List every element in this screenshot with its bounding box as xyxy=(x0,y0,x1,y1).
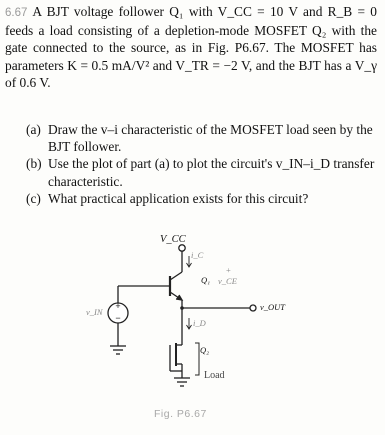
vout-label: v_OUT xyxy=(260,302,286,312)
figure-caption: Fig. P6.67 xyxy=(154,408,207,420)
part-text: What practical application exists for this circuit? xyxy=(48,190,309,206)
load-label: Load xyxy=(204,370,225,381)
part-label: (b) xyxy=(26,156,42,172)
q2-label: Q₂ xyxy=(200,345,210,355)
part-text: Draw the v–i characteristic of the MOSFET load seen by the BJT follower. xyxy=(48,122,373,155)
problem-number: 6.67 xyxy=(5,7,28,19)
vout-terminal xyxy=(250,305,256,311)
vin-label: v_IN xyxy=(86,307,103,317)
vce-plus-label: + xyxy=(226,265,231,275)
ic-label: i_C xyxy=(191,250,204,260)
problem-text: A BJT voltage follower Q₁ with V_CC = 10 V and R_B = 0 feeds a load consisting of a depletion-mode MOSFET Q₂ with the gate connected to the source, as in Fig. P6.67. The MOSFET has parameters K = 0.5 mA/V² and V_TR = −2 V, and the BJT has a V_γ of 0.6 V. xyxy=(5,4,377,90)
vcc-terminal xyxy=(179,245,185,251)
svg-text:−: − xyxy=(115,313,121,323)
part-text: Use the plot of part (a) to plot the circuit's v_IN–i_D transfer characteristic. xyxy=(48,156,375,189)
part-label: (a) xyxy=(26,122,41,137)
part-label: (c) xyxy=(26,190,41,206)
q1-label: Q₁ xyxy=(201,275,211,285)
vcc-label: V_CC xyxy=(160,234,186,245)
id-label: i_D xyxy=(193,318,206,328)
svg-text:+: + xyxy=(115,301,121,311)
load-bracket xyxy=(195,343,199,375)
q1-collector xyxy=(170,272,182,280)
q1-emitter-arrow xyxy=(176,295,182,300)
vce-label: v_CE xyxy=(218,276,237,286)
